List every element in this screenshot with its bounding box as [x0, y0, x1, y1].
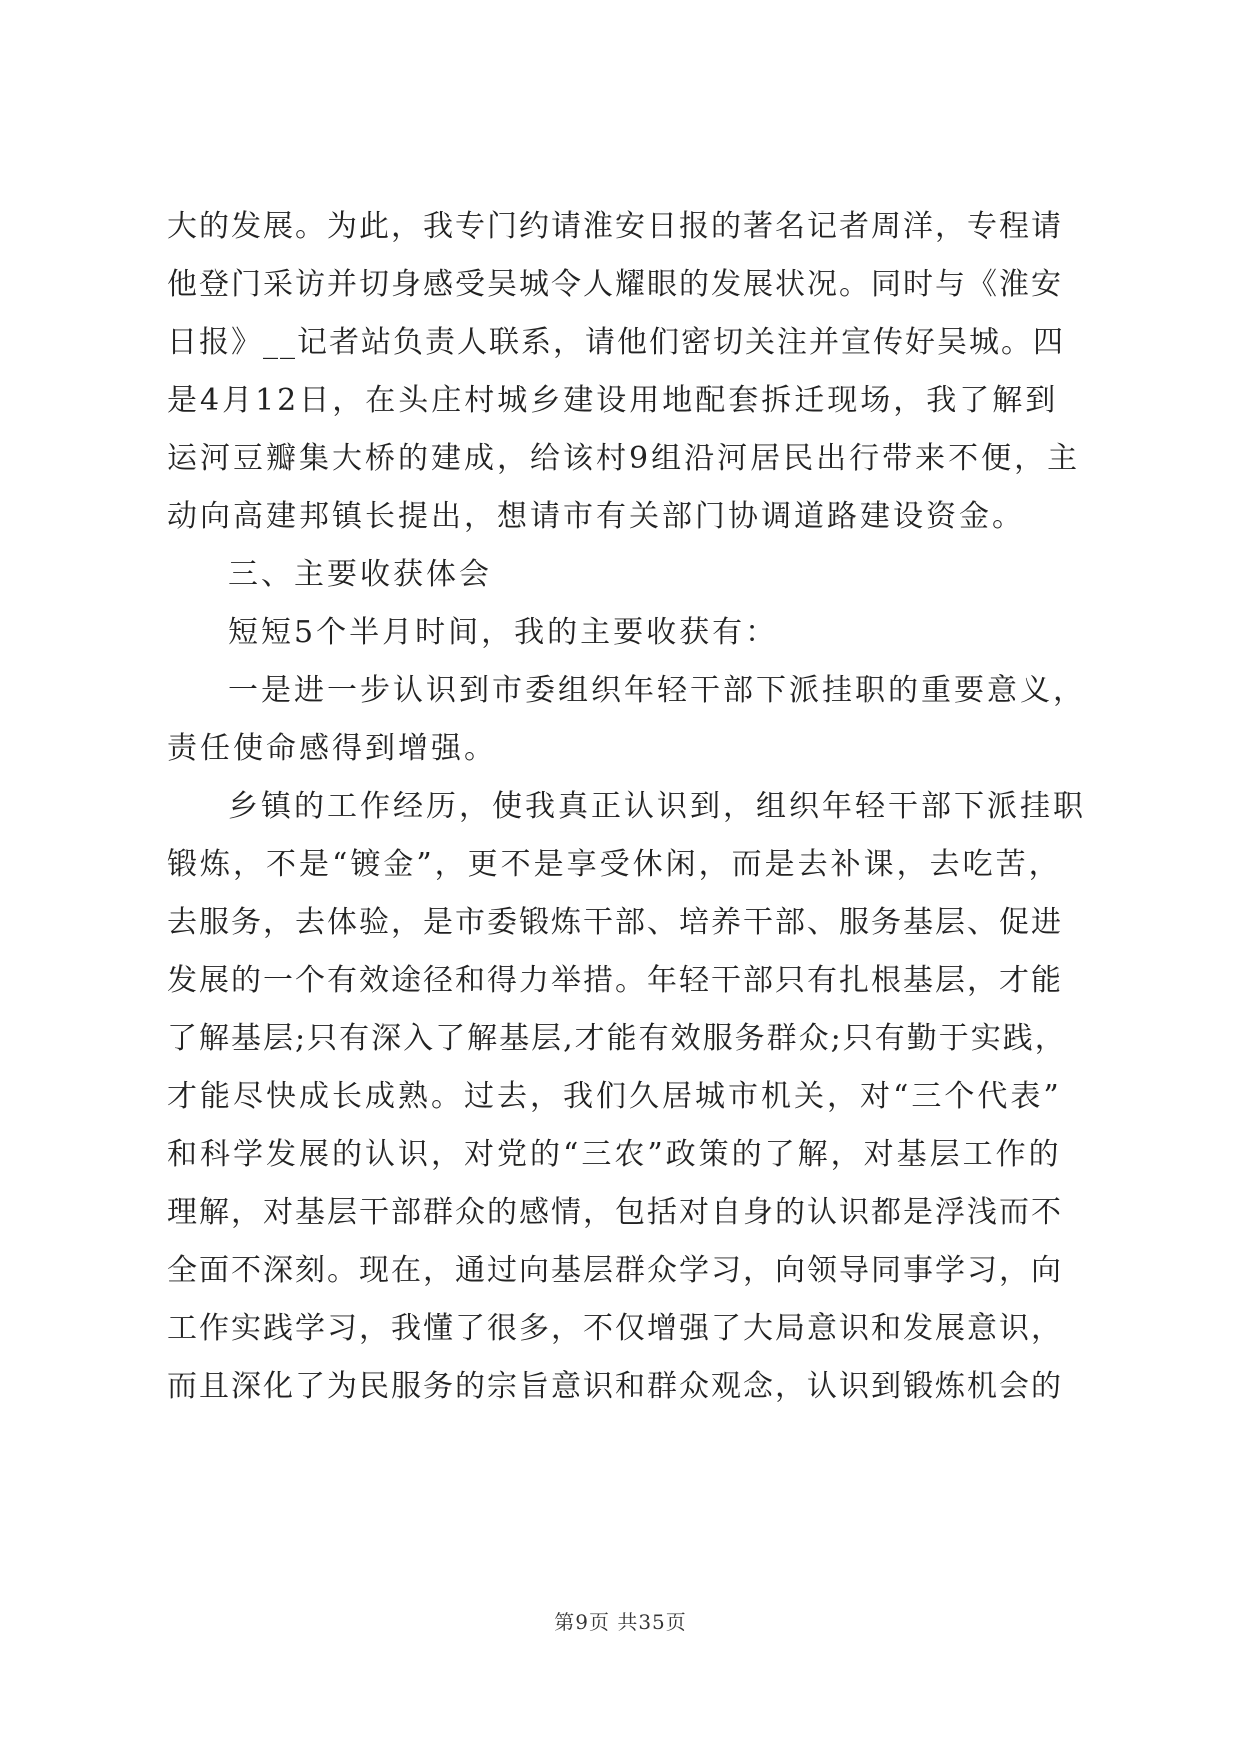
body-line: 是4月12日，在头庄村城乡建设用地配套拆迁现场，我了解到 [167, 383, 1059, 418]
body-line: 才能尽快成长成熟。过去，我们久居城市机关，对“三个代表” [167, 1079, 1062, 1114]
body-line: 理解，对基层干部群众的感情，包括对自身的认识都是浮浅而不 [167, 1195, 1063, 1230]
body-line: 和科学发展的认识，对党的“三农”政策的了解，对基层工作的 [167, 1137, 1062, 1172]
body-line: 大的发展。为此，我专门约请淮安日报的著名记者周洋，专程请 [167, 209, 1063, 244]
body-line: 全面不深刻。现在，通过向基层群众学习，向领导同事学习，向 [167, 1253, 1063, 1288]
body-line: 而且深化了为民服务的宗旨意识和群众观念，认识到锻炼机会的 [167, 1369, 1063, 1404]
body-line: 他登门采访并切身感受吴城令人耀眼的发展状况。同时与《淮安 [167, 267, 1063, 302]
body-line: 责任使命感得到增强。 [167, 731, 497, 766]
body-line: 发展的一个有效途径和得力举措。年轻干部只有扎根基层，才能 [167, 963, 1063, 998]
body-line: 乡镇的工作经历，使我真正认识到，组织年轻干部下派挂职 [228, 789, 1086, 824]
body-line: 动向高建邦镇长提出，想请市有关部门协调道路建设资金。 [167, 499, 1025, 534]
body-line: 了解基层;只有深入了解基层,才能有效服务群众;只有勤于实践， [167, 1021, 1067, 1056]
page-number: 第9页 共35页 [554, 1610, 687, 1634]
body-line: 锻炼，不是“镀金”，更不是享受休闲，而是去补课，去吃苦， [167, 847, 1062, 882]
body-line: 短短5个半月时间，我的主要收获有： [228, 615, 779, 650]
body-line: 去服务，去体验，是市委锻炼干部、培养干部、服务基层、促进 [167, 905, 1063, 940]
body-line: 工作实践学习，我懂了很多，不仅增强了大局意识和发展意识， [167, 1311, 1063, 1346]
section-heading: 三、主要收获体会 [228, 557, 492, 592]
body-line: 日报》__记者站负责人联系，请他们密切关注并宣传好吴城。四 [167, 325, 1065, 360]
body-line: 一是进一步认识到市委组织年轻干部下派挂职的重要意义， [228, 673, 1086, 708]
body-line: 运河豆瓣集大桥的建成，给该村9组沿河居民出行带来不便，主 [167, 441, 1081, 476]
